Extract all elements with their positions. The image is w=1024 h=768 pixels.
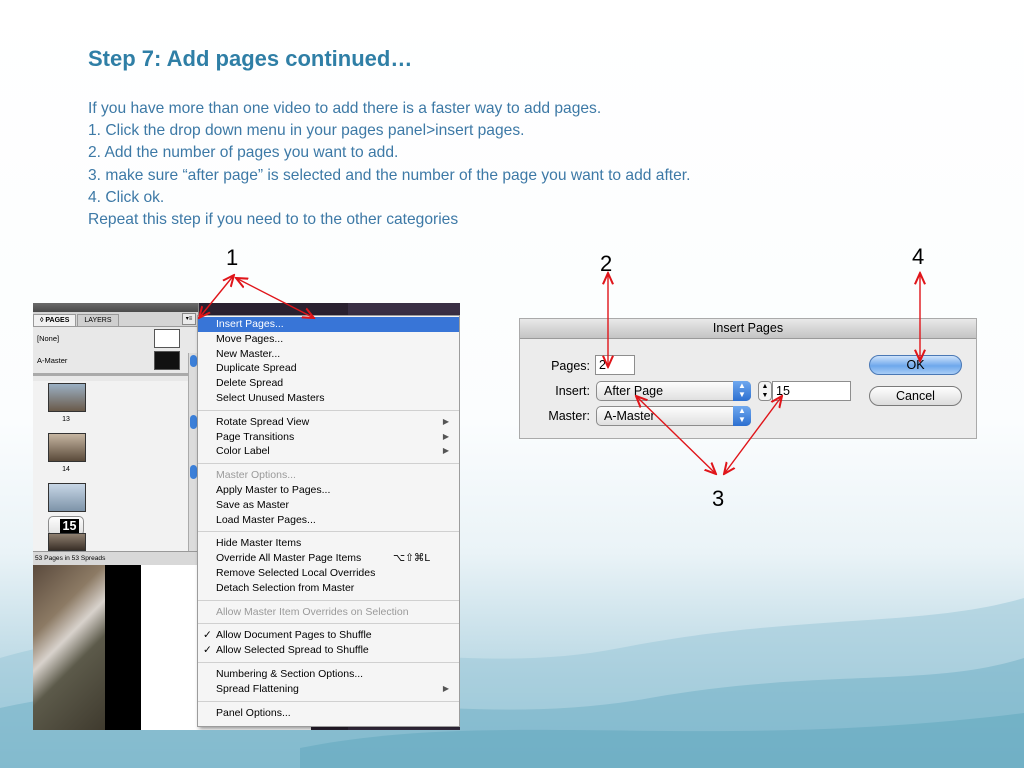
pages-label: Pages: [551, 359, 590, 373]
menu-item-label: Rotate Spread View [216, 415, 310, 428]
pages-panel-screenshot [33, 303, 460, 730]
menu-item-label: Allow Master Item Overrides on Selection [216, 605, 409, 618]
dialog-title: Insert Pages [520, 319, 976, 339]
master-a[interactable]: A-Master [33, 349, 198, 371]
menu-separator [198, 463, 459, 464]
menu-item-label: Remove Selected Local Overrides [216, 566, 376, 579]
document-photo [33, 565, 105, 730]
menu-item-label: Numbering & Section Options... [216, 667, 364, 680]
page-number-selected: 15 [48, 516, 84, 536]
tab-layers[interactable]: LAYERS [77, 314, 118, 326]
menu-item-label: Page Transitions [216, 430, 295, 443]
master-thumbnail [154, 351, 180, 370]
checkmark-icon: ✓ [203, 629, 212, 642]
insert-pages-dialog [519, 318, 977, 439]
pages-field[interactable]: 2 [595, 355, 635, 375]
tab-pages[interactable]: ◊ PAGES [33, 314, 76, 326]
menu-item-label: Insert Pages... [216, 318, 284, 330]
menu-item-load-master-pages[interactable] [198, 513, 459, 528]
menu-item-label: Save as Master [216, 498, 289, 511]
master-thumbnail [154, 329, 180, 348]
menu-separator [198, 623, 459, 624]
menu-item-label: Hide Master Items [216, 537, 302, 550]
menu-item-label: Select Unused Masters [216, 391, 325, 404]
callout-4: 4 [912, 244, 925, 269]
callout-3: 3 [712, 486, 725, 511]
menu-shortcut: ⌥⇧⌘L [393, 552, 431, 565]
menu-item-label: Spread Flattening [216, 682, 299, 695]
slide-title: Step 7: Add pages continued… [88, 46, 413, 71]
panel-status: 53 Pages in 53 Spreads [33, 551, 198, 565]
menu-item-color-label[interactable] [198, 444, 459, 459]
pages-list [33, 381, 188, 551]
menu-item-label: Allow Document Pages to Shuffle [216, 629, 372, 642]
master-label: Master: [548, 409, 590, 423]
menu-item-rotate-spread-view[interactable] [198, 415, 459, 430]
page-thumbnail[interactable] [48, 383, 86, 412]
select-arrows-icon: ▲ ▼ [733, 406, 751, 426]
menu-item-delete-spread[interactable] [198, 376, 459, 391]
menu-item-detach-selection-from-master[interactable] [198, 581, 459, 596]
submenu-arrow-icon: ▶ [442, 431, 449, 441]
menu-item-save-as-master[interactable] [198, 498, 459, 513]
checkmark-icon: ✓ [203, 644, 212, 657]
menu-item-label: Panel Options... [216, 706, 291, 719]
instruction-line: 3. make sure “after page” is selected and the number of the page you want to add after. [88, 166, 691, 184]
instruction-line: If you have more than one video to add there is a faster way to add pages. [88, 100, 602, 117]
menu-separator [198, 662, 459, 663]
menu-item-label: Color Label [216, 445, 270, 458]
instruction-line: 1. Click the drop down menu in your pages panel>insert pages. [88, 122, 525, 140]
submenu-arrow-icon: ▶ [442, 416, 449, 426]
ok-button[interactable]: OK [869, 355, 962, 375]
menu-separator [198, 600, 459, 601]
page-thumbnail-selected[interactable] [48, 483, 86, 512]
menu-item-move-pages[interactable] [198, 332, 459, 347]
menu-item-panel-options[interactable] [198, 706, 459, 721]
pages-panel-menu [197, 315, 460, 727]
menu-item-allow-document-pages-to-shuffle[interactable] [198, 628, 459, 643]
menu-item-override-all-master-page-items[interactable] [198, 551, 459, 566]
page-number: 13 [62, 416, 70, 423]
insert-label: Insert: [555, 384, 590, 398]
menu-item-apply-master-to-pages[interactable] [198, 483, 459, 498]
instruction-line: 4. Click ok. [88, 188, 165, 206]
menu-separator [198, 701, 459, 702]
menu-item-label: Detach Selection from Master [216, 581, 355, 594]
menu-item-numbering-section-options[interactable] [198, 667, 459, 682]
menu-item-spread-flattening[interactable] [198, 682, 459, 697]
menu-item-allow-master-item-overrides-on-selection [198, 605, 459, 620]
menu-item-label: Master Options... [216, 469, 296, 482]
menu-item-insert-pages[interactable] [198, 317, 459, 332]
instructions [88, 98, 690, 231]
menu-item-duplicate-spread[interactable] [198, 361, 459, 376]
submenu-arrow-icon: ▶ [442, 683, 449, 693]
menu-separator [198, 410, 459, 411]
select-arrows-icon: ▲ ▼ [733, 381, 751, 401]
page-thumbnail[interactable] [48, 433, 86, 462]
menu-separator [198, 531, 459, 532]
instruction-line: 2. Add the number of pages you want to add. [88, 144, 399, 162]
menu-item-label: Load Master Pages... [216, 513, 316, 526]
menu-item-select-unused-masters[interactable] [198, 391, 459, 406]
menu-item-label: New Master... [216, 347, 281, 360]
master-none[interactable]: [None] [33, 327, 198, 349]
page-number: 14 [62, 466, 70, 473]
submenu-arrow-icon: ▶ [442, 446, 449, 456]
instruction-line: Repeat this step if you need to to the other categories [88, 211, 459, 229]
callout-2: 2 [600, 251, 613, 276]
cancel-button[interactable]: Cancel [869, 386, 962, 406]
panel-divider[interactable] [33, 373, 198, 376]
callout-1: 1 [226, 245, 239, 270]
menu-item-remove-selected-local-overrides[interactable] [198, 566, 459, 581]
menu-item-page-transitions[interactable] [198, 430, 459, 445]
menu-item-master-options [198, 468, 459, 483]
menu-item-label: Duplicate Spread [216, 362, 297, 375]
menu-item-label: Override All Master Page Items [216, 552, 362, 565]
insert-page-field[interactable]: 15 [772, 381, 851, 401]
menu-item-label: Delete Spread [216, 377, 284, 390]
pages-panel [33, 303, 199, 565]
panel-menu-icon[interactable]: ▾≡ [182, 313, 196, 325]
menu-item-label: Move Pages... [216, 332, 284, 345]
page-stepper[interactable]: ▲ ▼ [758, 381, 772, 401]
page-thumbnail[interactable] [48, 533, 86, 551]
menu-item-label: Allow Selected Spread to Shuffle [216, 644, 369, 657]
insert-position-select[interactable]: After Page ▲ ▼ [596, 381, 751, 401]
menu-item-label: Apply Master to Pages... [216, 483, 331, 496]
menu-item-new-master[interactable] [198, 347, 459, 362]
master-select[interactable]: A-Master ▲ ▼ [596, 406, 751, 426]
menu-item-allow-selected-spread-to-shuffle[interactable] [198, 643, 459, 658]
menu-item-hide-master-items[interactable] [198, 536, 459, 551]
